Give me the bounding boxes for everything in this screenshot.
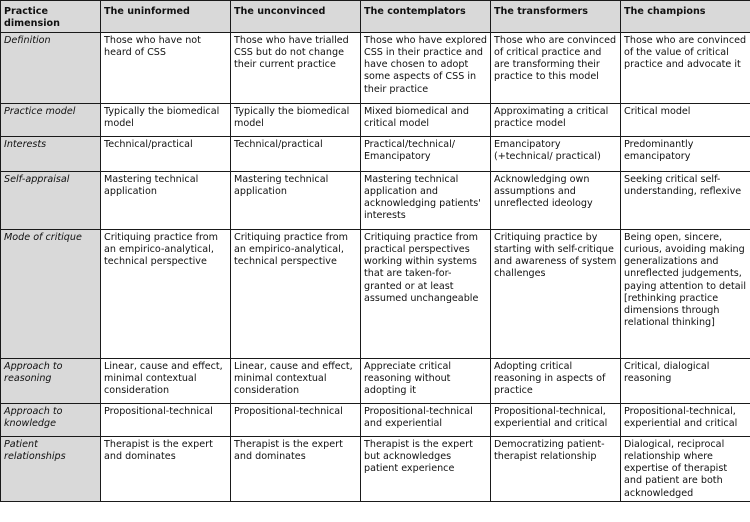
table-cell: Dialogical, reciprocal relationship where expertise of therapist and patient are both acknowledged xyxy=(621,437,750,501)
row-label: Practice model xyxy=(1,104,101,137)
table-row xyxy=(1,33,750,104)
table-cell: Linear, cause and effect, minimal contextual consideration xyxy=(231,359,361,404)
table-cell: Mastering technical application xyxy=(101,172,231,230)
table-cell: Practical/technical/ Emancipatory xyxy=(361,137,491,172)
row-label: Approach to knowledge xyxy=(1,404,101,437)
table-row xyxy=(1,137,750,172)
header-uninformed: The uninformed xyxy=(101,1,231,33)
table-row xyxy=(1,230,750,359)
table-cell: Adopting critical reasoning in aspects of practice xyxy=(491,359,621,404)
table-cell: Propositional-technical xyxy=(231,404,361,437)
table-row xyxy=(1,404,750,437)
table-cell: Appreciate critical reasoning without adopting it xyxy=(361,359,491,404)
table-cell: Critical model xyxy=(621,104,750,137)
table-cell: Propositional-technical, experiential and critical xyxy=(491,404,621,437)
table-cell: Emancipatory (+technical/ practical) xyxy=(491,137,621,172)
table-cell: Typically the biomedical model xyxy=(101,104,231,137)
table-cell: Predominantly emancipatory xyxy=(621,137,750,172)
table-cell: Critiquing practice from practical perspectives working within systems that are taken-for-granted or at least assumed unchangeable xyxy=(361,230,491,359)
table-cell: Propositional-technical xyxy=(101,404,231,437)
table-cell: Mastering technical application xyxy=(231,172,361,230)
table-cell: Acknowledging own assumptions and unreflected ideology xyxy=(491,172,621,230)
header-practice-dimension: Practice dimension xyxy=(1,1,101,33)
table-cell: Those who are convinced of the value of critical practice and advocate it xyxy=(621,33,750,104)
table-cell: Typically the biomedical model xyxy=(231,104,361,137)
row-label: Mode of critique xyxy=(1,230,101,359)
header-champions: The champions xyxy=(621,1,750,33)
table-cell: Technical/practical xyxy=(101,137,231,172)
table-row xyxy=(1,104,750,137)
table-cell: Approximating a critical practice model xyxy=(491,104,621,137)
table-cell: Therapist is the expert and dominates xyxy=(231,437,361,501)
table-row xyxy=(1,172,750,230)
table-cell: Therapist is the expert but acknowledges patient experience xyxy=(361,437,491,501)
table-cell: Critical, dialogical reasoning xyxy=(621,359,750,404)
table-row xyxy=(1,359,750,404)
table-cell: Those who have trialled CSS but do not change their current practice xyxy=(231,33,361,104)
row-label: Self-appraisal xyxy=(1,172,101,230)
row-label: Approach to reasoning xyxy=(1,359,101,404)
header-unconvinced: The unconvinced xyxy=(231,1,361,33)
table-cell: Democratizing patient-therapist relationship xyxy=(491,437,621,501)
table-cell: Seeking critical self-understanding, reflexive xyxy=(621,172,750,230)
table-cell: Technical/practical xyxy=(231,137,361,172)
header-transformers: The transformers xyxy=(491,1,621,33)
table-row xyxy=(1,437,750,501)
header-contemplators: The contemplators xyxy=(361,1,491,33)
row-label: Definition xyxy=(1,33,101,104)
row-label: Patient relationships xyxy=(1,437,101,501)
table-cell: Mixed biomedical and critical model xyxy=(361,104,491,137)
table-cell: Critiquing practice by starting with self-critique and awareness of system challenges xyxy=(491,230,621,359)
table-body xyxy=(1,33,750,501)
table-cell: Critiquing practice from an empirico-analytical, technical perspective xyxy=(231,230,361,359)
table-cell: Propositional-technical, experiential and critical xyxy=(621,404,750,437)
table-cell: Propositional-technical and experiential xyxy=(361,404,491,437)
table-cell: Mastering technical application and acknowledging patients' interests xyxy=(361,172,491,230)
header-row xyxy=(1,1,750,33)
table-cell: Linear, cause and effect, minimal contextual consideration xyxy=(101,359,231,404)
row-label: Interests xyxy=(1,137,101,172)
table-cell: Those who have not heard of CSS xyxy=(101,33,231,104)
table-cell: Therapist is the expert and dominates xyxy=(101,437,231,501)
table-cell: Being open, sincere, curious, avoiding making generalizations and unreflected judgements, paying attention to detail [rethinking practice dimensions through relational thinking] xyxy=(621,230,750,359)
table-header xyxy=(1,1,750,33)
table-cell: Critiquing practice from an empirico-analytical, technical perspective xyxy=(101,230,231,359)
table-cell: Those who are convinced of critical practice and are transforming their practice to this model xyxy=(491,33,621,104)
table-cell: Those who have explored CSS in their practice and have chosen to adopt some aspects of CSS in their practice xyxy=(361,33,491,104)
